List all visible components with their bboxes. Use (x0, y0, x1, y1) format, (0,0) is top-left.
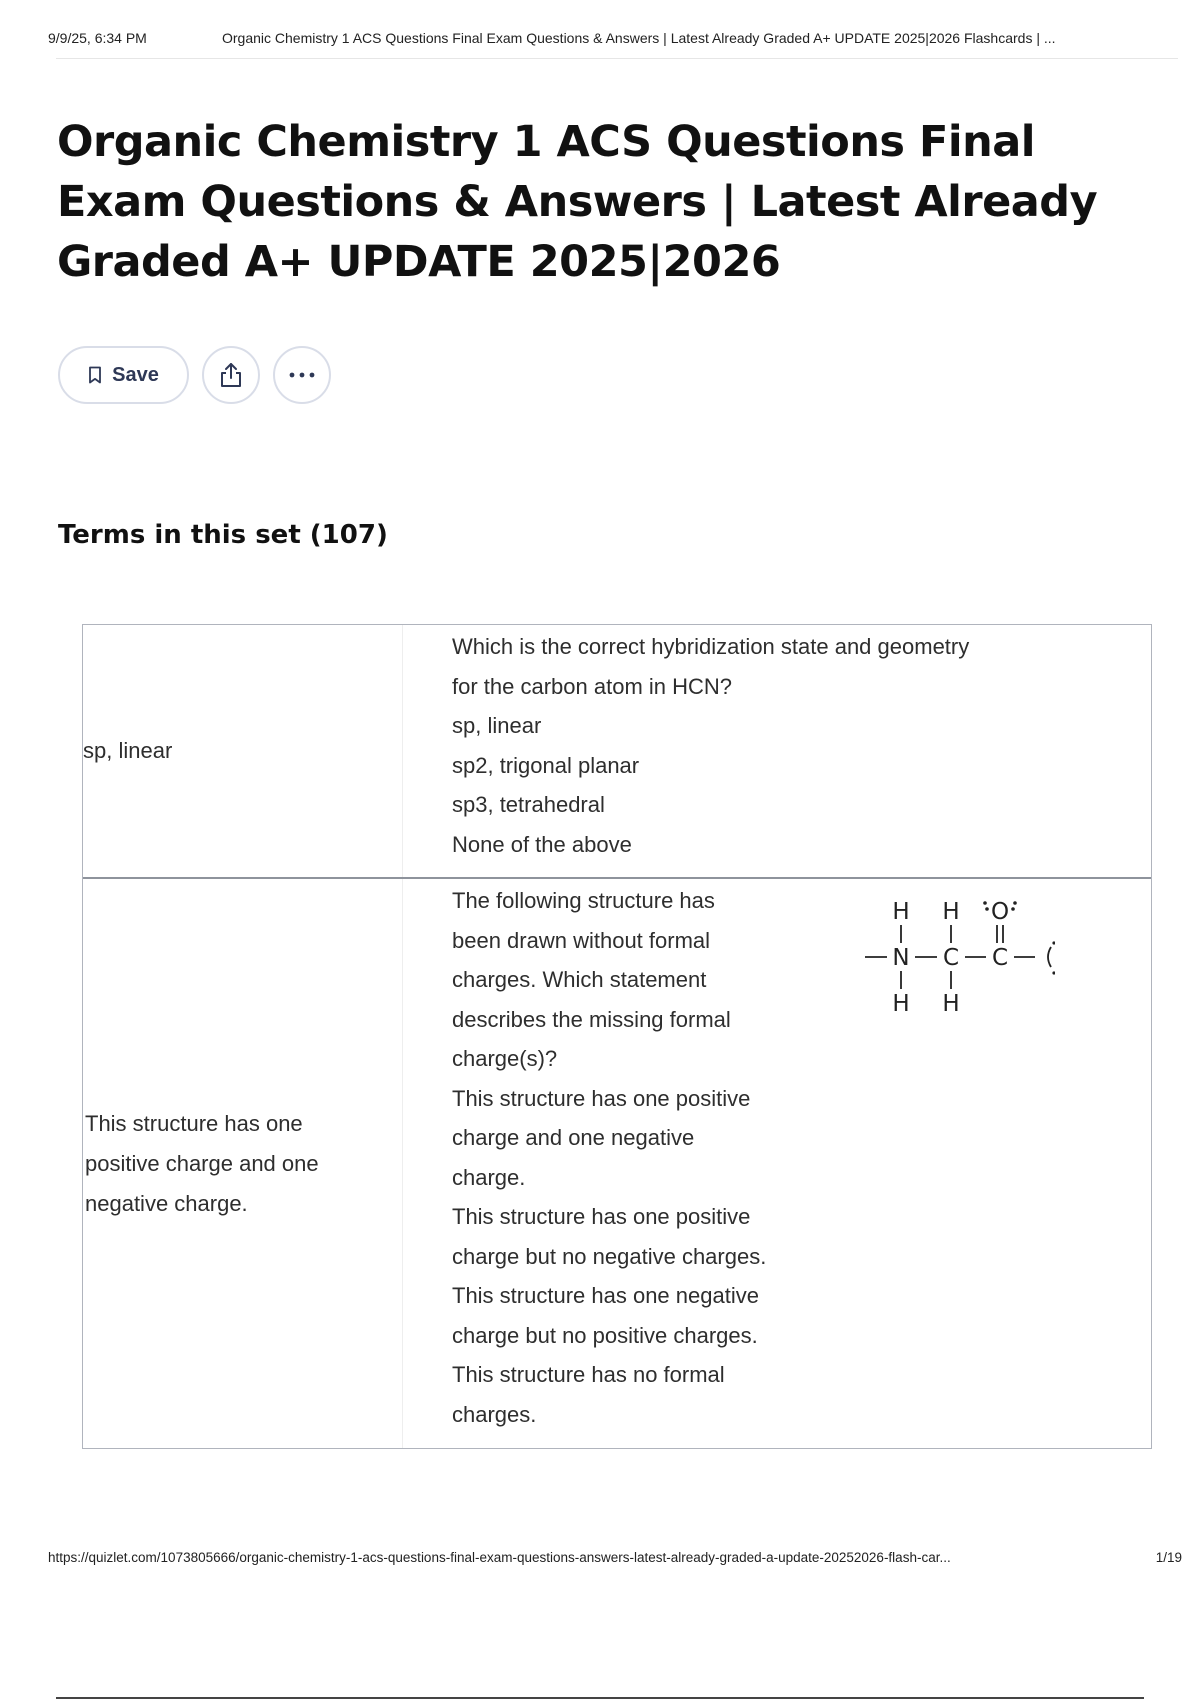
definition-line: charge(s)? (452, 1046, 558, 1071)
definition-line: charge but no negative charges. (452, 1243, 767, 1269)
term-cell (83, 625, 403, 877)
definition-line: charge. (452, 1164, 526, 1190)
save-button[interactable] (58, 346, 189, 404)
molecule-structure-image (863, 895, 1055, 1020)
terms-heading: Terms in this set (107) (58, 520, 388, 550)
definition-line: charge but no positive charges. (452, 1322, 758, 1348)
atom-label: H (892, 991, 910, 1017)
definition-line: sp, linear (452, 713, 542, 738)
atom-label: C (942, 945, 960, 971)
definition-line: Which is the correct hybridization state and geometry (452, 634, 970, 659)
more-icon (288, 371, 316, 379)
definition-line: This structure has no formal (452, 1362, 725, 1387)
definition-line: describes the missing formal (452, 1006, 731, 1032)
print-page-title: Organic Chemistry 1 ACS Questions Final Exam Questions & Answers | Latest Already Graded A+ UPDATE 2025|2026 Flashcards | ... (222, 30, 1056, 46)
share-button[interactable] (202, 346, 260, 404)
definition-line: The following structure has (452, 888, 715, 913)
term-text: This structure has one positive charge and one negative charge. (85, 1110, 319, 1216)
definition-line: This structure has one positive (452, 1204, 751, 1229)
atom-label: H (942, 899, 960, 925)
definition-line: sp2, trigonal planar (452, 752, 640, 778)
atom-label: H (942, 991, 960, 1017)
atom-label: H (892, 899, 910, 925)
definition-line: This structure has one negative (452, 1283, 759, 1308)
term-card (83, 625, 1151, 877)
term-cell (83, 879, 403, 1448)
definition-line: sp3, tetrahedral (452, 792, 605, 817)
page-number: 1/19 (1155, 1550, 1182, 1565)
action-bar (58, 346, 331, 404)
terms-table (82, 624, 1152, 1449)
print-url: https://quizlet.com/1073805666/organic-chemistry-1-acs-questions-final-exam-questions-answers-latest-already-graded-a-update-20252026-flash-car... (48, 1550, 951, 1565)
definition-line: been drawn without formal (452, 927, 711, 953)
definition-cell (403, 879, 1151, 1448)
print-header (48, 30, 1152, 46)
definition-line: charges. (452, 1401, 537, 1427)
definition-line: This structure has one positive (452, 1085, 751, 1111)
term-text: sp, linear (83, 738, 173, 763)
definition-line: None of the above (452, 831, 632, 857)
share-icon (218, 361, 244, 389)
definition-cell (403, 625, 1151, 877)
more-options-button[interactable] (273, 346, 331, 404)
atom-label: N (892, 945, 910, 971)
header-divider (56, 58, 1178, 59)
definition-line: charges. Which statement (452, 967, 707, 992)
definition-line: for the carbon atom in HCN? (452, 673, 733, 699)
page-title: Organic Chemistry 1 ACS Questions Final Exam Questions & Answers | Latest Already Graded A+ UPDATE 2025|2026 (57, 117, 1098, 287)
atom-label: O (990, 899, 1010, 925)
save-label: Save (112, 363, 159, 386)
print-date: 9/9/25, 6:34 PM (48, 30, 147, 46)
term-card (83, 877, 1151, 1448)
bottom-divider (56, 1697, 1144, 1699)
definition-line: charge and one negative (452, 1125, 695, 1150)
print-footer (48, 1550, 1182, 1565)
bookmark-icon (88, 366, 102, 384)
atom-label: C (991, 945, 1009, 971)
